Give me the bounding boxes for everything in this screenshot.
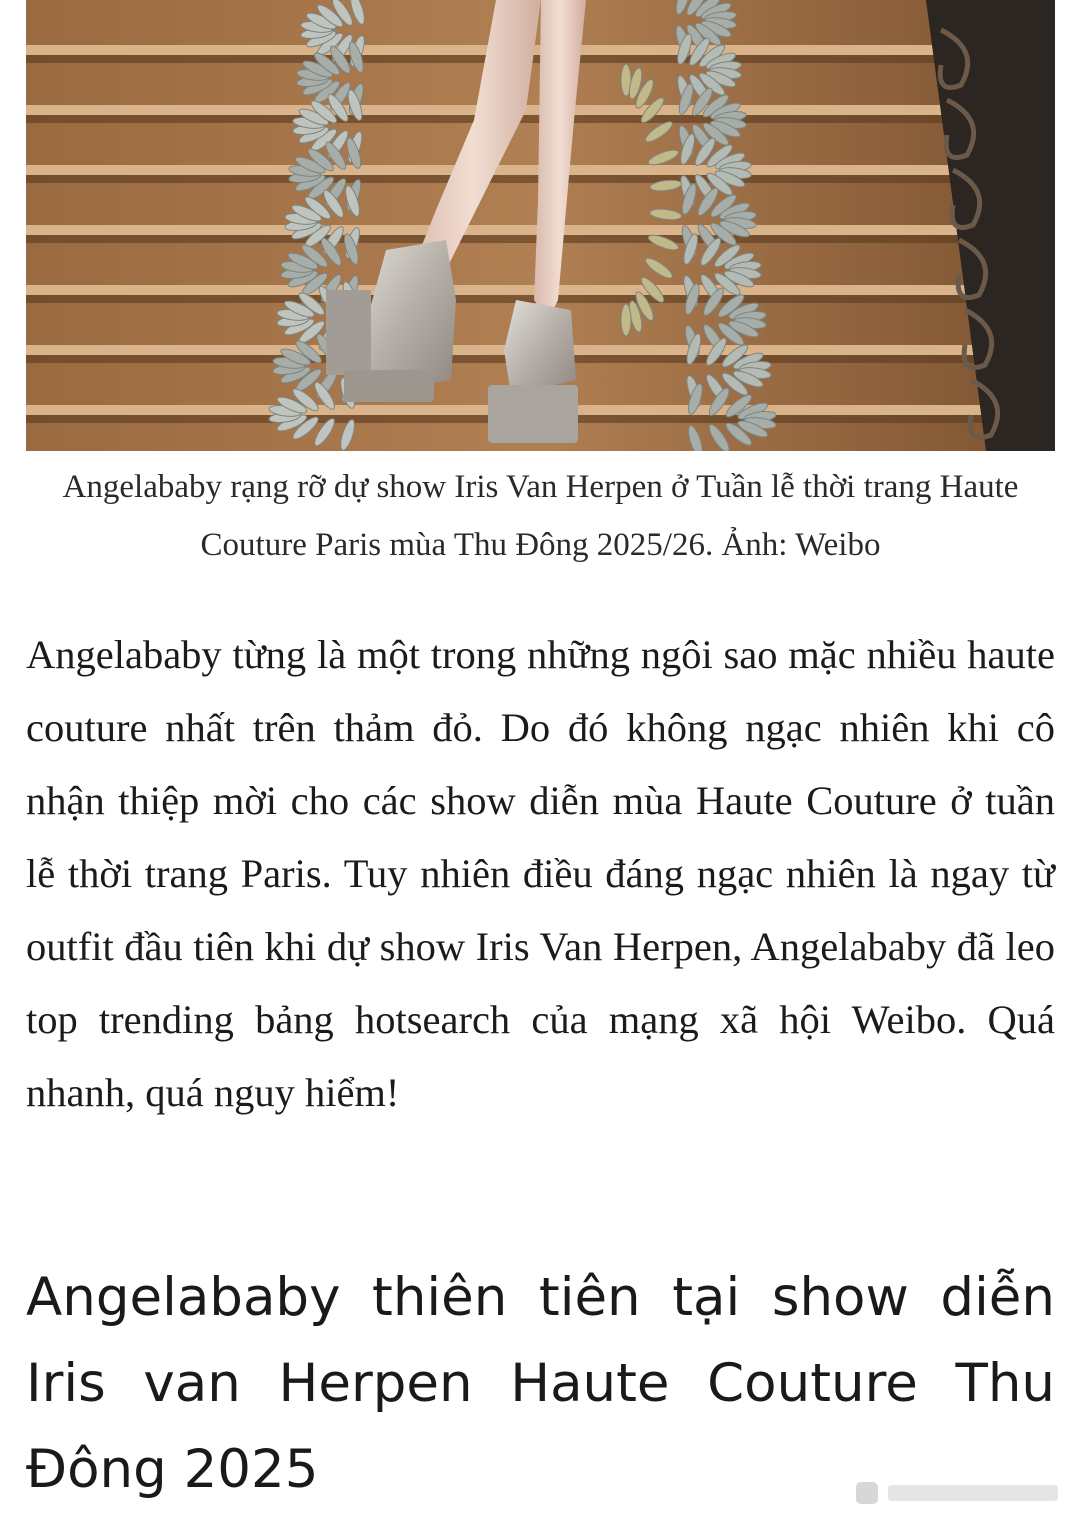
photo-caption: Angelababy rạng rỡ dự show Iris Van Herpen ở Tuần lễ thời trang Haute Couture Paris mùa Thu Đông 2025/26. Ảnh: Weibo (62, 469, 1019, 563)
article-photo[interactable] (26, 0, 1055, 451)
article-paragraph: Angelababy từng là một trong những ngôi sao mặc nhiều haute couture nhất trên thảm đỏ. Do đó không ngạc nhiên khi cô nhận thiệp mời cho các show diễn mùa Haute Couture ở tuần lễ thời trang Paris. Tuy nhiên điều đáng ngạc nhiên là ngay từ outfit đầu tiên khi dự show Iris Van Herpen, Angelababy đã leo top trending bảng hotsearch của mạng xã hội Weibo. Quá nhanh, quá nguy hiểm! (26, 632, 1055, 1115)
photo-image (26, 0, 1055, 451)
weibo-watermark-icon (854, 1479, 1062, 1507)
feather (621, 304, 631, 336)
article-heading: Angelababy thiên tiên tại show diễn Iris van Herpen Haute Couture Thu Đông 2025 (26, 1267, 1055, 1500)
